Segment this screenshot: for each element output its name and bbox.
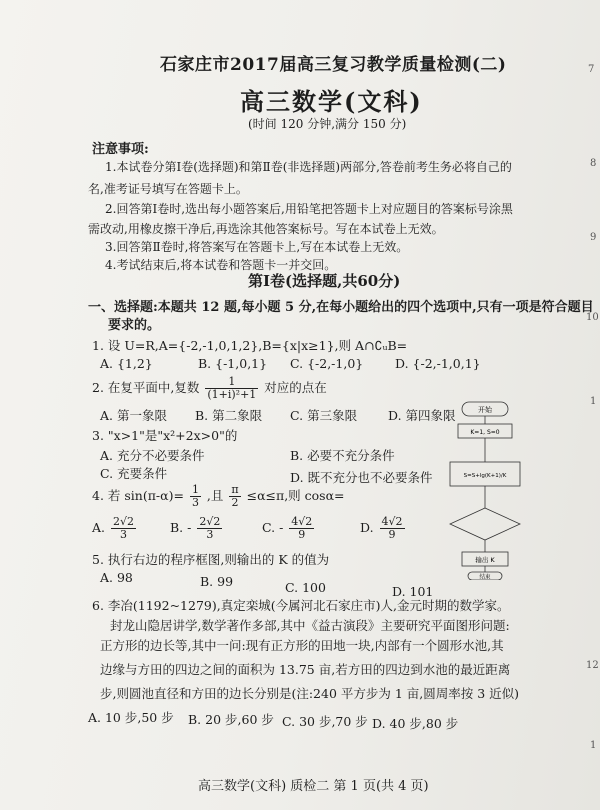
- edge-mark: 8: [590, 158, 597, 169]
- q4-stem-mid: ,且: [206, 488, 224, 503]
- q1-option-a: A. {1,2}: [100, 356, 153, 371]
- q4-a-prefix: A.: [92, 520, 106, 535]
- q3-option-d: D. 既不充分也不必要条件: [290, 470, 433, 485]
- flow-init-label: K=1, S=0: [470, 429, 500, 436]
- time-info: (时间 120 分钟,满分 150 分): [248, 117, 407, 131]
- q4-a-den: 3: [120, 528, 127, 541]
- note-line: 需改动,用橡皮擦干净后,再选涂其他答案标号。写在本试卷上无效。: [88, 222, 444, 236]
- question-1-stem: 1. 设 U=R,A={-2,-1,0,1,2},B={x|x≥1},则 A∩∁ᵤB=: [92, 338, 408, 353]
- question-5-stem: 5. 执行右边的程序框图,则输出的 K 的值为: [92, 552, 330, 567]
- flow-output-label: 输出 K: [475, 556, 495, 564]
- q4-option-b: [170, 516, 224, 541]
- q6-line: 边缘与方田的四边之间的面积为 13.75 亩,若方田的四边到水池的最近距离: [100, 662, 511, 677]
- q4-b-prefix: B. -: [170, 520, 192, 535]
- q4-frac1-den: 3: [191, 496, 199, 509]
- edge-mark: 1: [590, 396, 597, 407]
- q6-line: 6. 李冶(1192~1279),真定栾城(今属河北石家庄市)人,金元时期的数学家。: [92, 598, 510, 613]
- note-line: 名,准考证号填写在答题卡上。: [88, 182, 248, 196]
- exam-title: 石家庄市2017届高三复习教学质量检测(二): [160, 55, 507, 75]
- flow-loop-label: S=S+lg(K+1)/K: [463, 473, 507, 479]
- q2-frac-den: (1+i)²+1: [207, 388, 257, 401]
- q1-option-d: D. {-2,-1,0,1}: [395, 356, 481, 371]
- q2-stem-suffix: 对应的点在: [264, 380, 327, 395]
- q4-c-den: 9: [298, 528, 306, 541]
- edge-mark: 1: [590, 740, 597, 751]
- notes-title: 注意事项:: [92, 142, 149, 157]
- q4-b-fraction: [197, 516, 222, 541]
- edge-mark: 7: [588, 64, 595, 75]
- edge-mark: 10: [586, 312, 599, 323]
- q4-option-d: [360, 516, 407, 541]
- question-4-stem: [92, 484, 345, 509]
- q4-c-fraction: [289, 516, 314, 541]
- note-line: 3.回答第Ⅱ卷时,将答案写在答题卡上,写在本试卷上无效。: [105, 240, 409, 254]
- question-2-stem: [92, 376, 327, 401]
- subject-title: 高三数学(文科): [240, 87, 423, 116]
- q6-option-b: B. 20 步,60 步: [188, 712, 274, 727]
- q4-option-a: [92, 516, 138, 541]
- question-3-stem: 3. "x>1"是"x²+2x>0"的: [92, 428, 238, 443]
- q4-d-prefix: D.: [360, 520, 374, 535]
- q4-fraction-2: [229, 484, 240, 509]
- q3-option-c: C. 充要条件: [100, 466, 168, 481]
- q6-option-c: C. 30 步,70 步: [282, 714, 368, 729]
- note-line: 2.回答第Ⅰ卷时,选出每小题答案后,用铅笔把答题卡上对应题目的答案标号涂黑: [105, 202, 513, 216]
- flow-condition-diamond: [450, 508, 520, 540]
- q6-line: 正方形的边长等,其中一问:现有正方形的田地一块,内部有一个圆形水池,其: [100, 638, 504, 653]
- q4-b-den: 3: [206, 528, 214, 541]
- flow-end-label: 结束: [479, 574, 491, 580]
- q4-d-num: 4√2: [381, 515, 403, 528]
- edge-mark: 12: [586, 660, 599, 671]
- flow-start-label: 开始: [478, 406, 492, 414]
- q2-option-a: A. 第一象限: [100, 408, 167, 423]
- q4-c-num: 4√2: [291, 515, 313, 528]
- q4-a-num: 2√2: [113, 515, 135, 528]
- q5-option-b: B. 99: [200, 574, 234, 589]
- q4-d-fraction: [380, 516, 405, 541]
- q4-frac2-den: 2: [231, 496, 239, 509]
- q6-line: 封龙山隐居讲学,数学著作多部,其中《益古演段》主要研究平面图形问题:: [110, 618, 510, 633]
- q4-b-num: 2√2: [199, 515, 221, 528]
- q4-frac1-num: 1: [191, 483, 199, 496]
- q2-stem-prefix: 2. 在复平面中,复数: [92, 380, 200, 395]
- q3-option-a: A. 充分不必要条件: [100, 448, 205, 463]
- q1-option-b: B. {-1,0,1}: [198, 356, 268, 371]
- program-flowchart: [440, 400, 530, 580]
- q2-fraction: [205, 376, 258, 401]
- note-line: 1.本试卷分第Ⅰ卷(选择题)和第Ⅱ卷(非选择题)两部分,答卷前考生务必将自己的: [105, 160, 512, 174]
- q4-stem-suffix: ≤α≤π,则 cosα=: [246, 488, 345, 503]
- q4-a-fraction: [111, 516, 136, 541]
- q3-option-b: B. 必要不充分条件: [290, 448, 395, 463]
- q5-option-a: A. 98: [100, 570, 133, 585]
- section-title: 第Ⅰ卷(选择题,共60分): [248, 272, 401, 290]
- q4-stem-prefix: 4. 若 sin(π-α)=: [92, 488, 184, 503]
- q4-c-prefix: C. -: [262, 520, 284, 535]
- page-footer: 高三数学(文科) 质检二 第 1 页(共 4 页): [198, 779, 429, 794]
- part-instruction-cont: 要求的。: [108, 318, 161, 333]
- q2-option-b: B. 第二象限: [195, 408, 263, 423]
- q4-frac2-num: π: [231, 483, 239, 496]
- part-instruction: 一、选择题:本题共 12 题,每小题 5 分,在每小题给出的四个选项中,只有一项是符合题目: [88, 300, 594, 315]
- q2-option-c: C. 第三象限: [290, 408, 358, 423]
- q6-line: 步,则圆池直径和方田的边长分别是(注:240 平方步为 1 亩,圆周率按 3 近似): [100, 686, 520, 701]
- q2-frac-num: 1: [205, 376, 258, 389]
- q1-option-c: C. {-2,-1,0}: [290, 356, 364, 371]
- q5-option-d: D. 101: [392, 584, 434, 599]
- q4-d-den: 9: [388, 528, 396, 541]
- edge-mark: 9: [590, 232, 597, 243]
- q2-option-d: D. 第四象限: [388, 408, 456, 423]
- q6-option-d: D. 40 步,80 步: [372, 716, 459, 731]
- note-line: 4.考试结束后,将本试卷和答题卡一并交回。: [105, 258, 337, 272]
- q4-option-c: [262, 516, 316, 541]
- q5-option-c: C. 100: [285, 580, 326, 595]
- q4-fraction-1: [190, 484, 201, 509]
- q6-option-a: A. 10 步,50 步: [88, 710, 174, 725]
